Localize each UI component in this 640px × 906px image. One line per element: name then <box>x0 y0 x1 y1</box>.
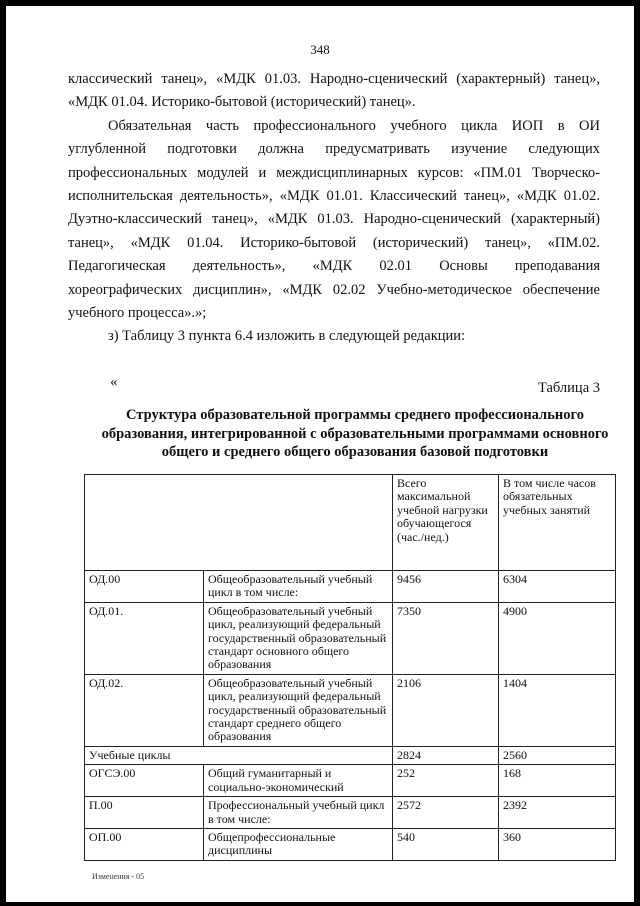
text-line: хореографических дисциплин», «МДК 02.02 Учебно-методическое обеспечение <box>68 281 600 298</box>
row-code: П.00 <box>85 797 204 829</box>
row-total: 540 <box>393 828 499 860</box>
table-row <box>85 602 616 674</box>
row-name: Общепрофессиональные дисциплины <box>204 828 393 860</box>
row-classes: 1404 <box>499 674 616 746</box>
row-name: Профессиональный учебный цикл в том числе: <box>204 797 393 829</box>
table-row <box>85 571 616 603</box>
text-line: з) Таблицу 3 пункта 6.4 изложить в следующей редакции: <box>108 328 466 345</box>
text-line: учебного процесса».»; <box>68 305 207 322</box>
row-name: Общеобразовательный учебный цикл в том числе: <box>204 571 393 603</box>
opening-quote: « <box>110 374 118 390</box>
row-total: 252 <box>393 765 499 797</box>
table-row <box>85 797 616 829</box>
text-line: Обязательная часть профессионального учебного цикла ИОП в ОИ <box>108 117 600 134</box>
row-code: ОГСЭ.00 <box>85 765 204 797</box>
table-title-line: общего и среднего общего образования базовой подготовки <box>161 444 549 460</box>
table-row <box>85 746 616 764</box>
table-row <box>85 674 616 746</box>
text-line: Педагогическая деятельность», «МДК 02.01 Основы преподавания <box>68 258 600 275</box>
row-classes: 168 <box>499 765 616 797</box>
header-total-hours: Всего максимальной учебной нагрузки обучающегося (час./нед.) <box>393 475 499 571</box>
table-row <box>85 765 616 797</box>
row-name: Общий гуманитарный и социально-экономический <box>204 765 393 797</box>
row-classes: 2560 <box>499 746 616 764</box>
row-code: ОП.00 <box>85 828 204 860</box>
row-total: 2106 <box>393 674 499 746</box>
table-title-line: Структура образовательной программы среднего профессионального <box>126 407 584 423</box>
page-number: 348 <box>310 42 330 57</box>
row-name: Общеобразовательный учебный цикл, реализующий федеральный государственный образовательный стандарт среднего общего образования <box>204 674 393 746</box>
document-page <box>6 6 634 902</box>
row-total: 9456 <box>393 571 499 603</box>
text-line: Дуэтно-классический танец», «МДК 01.03. Народно-сценический (характерный) <box>68 211 600 228</box>
row-code: ОД.01. <box>85 602 204 674</box>
row-name: Общеобразовательный учебный цикл, реализующий федеральный государственный образовательный стандарт основного общего образования <box>204 602 393 674</box>
text-line: классический танец», «МДК 01.03. Народно-сценический (характерный) танец», <box>68 71 600 87</box>
row-classes: 2392 <box>499 797 616 829</box>
table-header-row <box>85 475 616 571</box>
footer-note: Изменения - 05 <box>92 872 145 881</box>
text-line: исполнительская деятельность», «МДК 01.01. Классический танец», «МДК 01.02. <box>68 188 600 205</box>
table-title-line: образования, интегрированной с образовательными программами основного <box>101 425 609 442</box>
row-total: 2572 <box>393 797 499 829</box>
text-line: углубленной подготовки должна предусматривать изучение следующих <box>68 141 600 158</box>
table-title <box>90 406 620 462</box>
row-label: Учебные циклы <box>85 746 393 764</box>
row-classes: 360 <box>499 828 616 860</box>
text-line: «МДК 01.04. Историко-бытовой (исторический) танец». <box>68 94 416 111</box>
curriculum-table <box>84 474 616 861</box>
table-row <box>85 828 616 860</box>
text-line: танец», «МДК 01.04. Историко-бытовой (исторический) танец», «ПМ.02. <box>68 234 600 251</box>
row-total: 2824 <box>393 746 499 764</box>
row-total: 7350 <box>393 602 499 674</box>
row-classes: 4900 <box>499 602 616 674</box>
row-code: ОД.00 <box>85 571 204 603</box>
body-text <box>68 68 600 349</box>
header-class-hours: В том числе часов обязательных учебных занятий <box>499 475 616 571</box>
text-line: профессиональных модулей и междисциплинарных курсов: «ПМ.01 Творческо- <box>68 164 600 181</box>
row-code: ОД.02. <box>85 674 204 746</box>
table-caption: Таблица 3 <box>537 380 600 396</box>
header-blank-cell <box>85 475 393 571</box>
row-classes: 6304 <box>499 571 616 603</box>
